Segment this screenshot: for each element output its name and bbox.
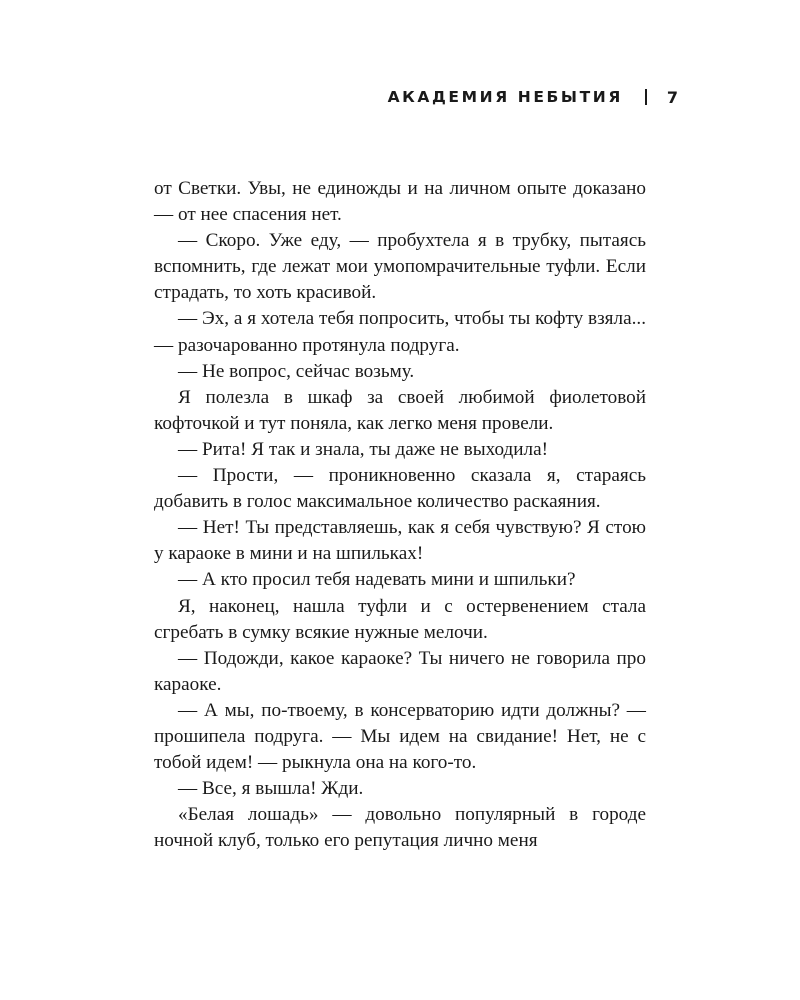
paragraph: — Скоро. Уже еду, — пробухтела я в трубку, пытаясь вспомнить, где лежат мои умопомрачительные туфли. Если страдать, то хоть красивой.	[154, 230, 646, 304]
page-text	[154, 176, 646, 854]
paragraph: — Не вопрос, сейчас возьму.	[178, 360, 415, 382]
running-header	[388, 84, 678, 110]
paragraph: Я полезла в шкаф за своей любимой фиолетовой кофточкой и тут поняла, как легко меня провели.	[154, 386, 646, 434]
paragraph: — Эх, а я хотела тебя попросить, чтобы ты кофту взяла... — разочарованно протянула подруга.	[154, 308, 646, 356]
paragraph: — А кто просил тебя надевать мини и шпильки?	[178, 569, 576, 591]
header-separator	[645, 89, 647, 105]
paragraph: — Нет! Ты представляешь, как я себя чувствую? Я стою у караоке в мини и на шпильках!	[154, 517, 646, 565]
paragraph: «Белая лошадь» — довольно популярный в городе ночной клуб, только его репутация лично меня	[154, 804, 646, 852]
paragraph: — Прости, — проникновенно сказала я, стараясь добавить в голос максимальное количество раскаяния.	[154, 465, 646, 513]
page-number: 7	[666, 87, 678, 107]
book-title: АКАДЕМИЯ НЕБЫТИЯ	[387, 88, 623, 106]
paragraph: от Светки. Увы, не единожды и на личном опыте доказано — от нее спасения нет.	[154, 178, 646, 226]
paragraph: — Все, я вышла! Жди.	[178, 778, 364, 800]
paragraph: — Подожди, какое караоке? Ты ничего не говорила про караоке.	[154, 647, 646, 695]
paragraph: — А мы, по-твоему, в консерваторию идти должны? — прошипела подруга. — Мы идем на свидание! Нет, не с тобой идем! — рыкнула она на кого-то.	[154, 699, 646, 774]
paragraph: Я, наконец, нашла туфли и с остервенением стала сгребать в сумку всякие нужные мелочи.	[154, 595, 646, 643]
paragraph: — Рита! Я так и знала, ты даже не выходила!	[178, 438, 548, 460]
